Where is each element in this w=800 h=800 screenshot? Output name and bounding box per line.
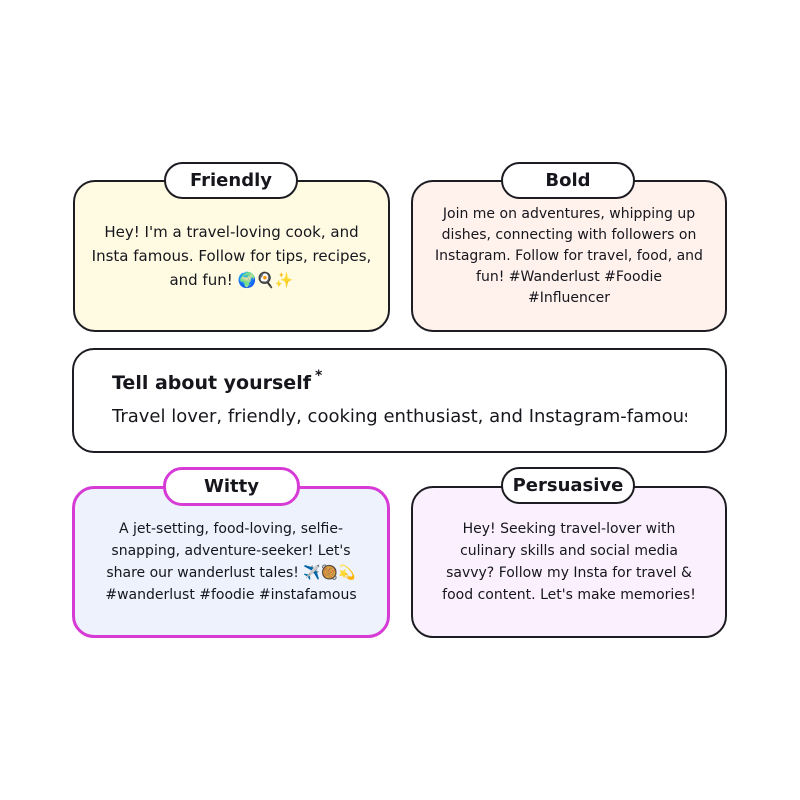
- card-friendly-text: Hey! I'm a travel-loving cook, and Insta famous. Follow for tips, recipes, and fun! 🌍🍳✨: [91, 223, 372, 289]
- tag-bold-label: Bold: [545, 169, 591, 191]
- tag-bold[interactable]: [501, 162, 635, 199]
- card-friendly[interactable]: [73, 180, 390, 332]
- tag-witty[interactable]: [163, 467, 300, 506]
- tag-persuasive[interactable]: [501, 467, 635, 504]
- tag-friendly-label: Friendly: [189, 169, 272, 191]
- tag-persuasive-label: Persuasive: [512, 474, 624, 496]
- about-panel: [72, 348, 727, 453]
- card-persuasive-text: Hey! Seeking travel-lover with culinary skills and social media savvy? Follow my Insta for travel & food content. Let's make memories!: [442, 521, 696, 603]
- tag-friendly[interactable]: [164, 162, 298, 199]
- about-label: [112, 368, 687, 394]
- card-bold-text: Join me on adventures, whipping up dishes, connecting with followers on Instagram. Follow for travel, food, and fun! #Wanderlust #Foodie #Influencer: [435, 205, 703, 306]
- about-label-text: Tell about yourself: [112, 372, 311, 394]
- required-asterisk: *: [314, 368, 323, 384]
- card-witty[interactable]: [72, 486, 390, 638]
- tag-witty-label: Witty: [204, 475, 259, 497]
- card-persuasive[interactable]: [411, 486, 727, 638]
- about-input[interactable]: [112, 406, 687, 427]
- card-witty-text: A jet-setting, food-loving, selfie-snapping, adventure-seeker! Let's share our wanderlust tales! ✈️🥘💫 #wanderlust #foodie #instafamous: [105, 521, 357, 603]
- card-bold[interactable]: [411, 180, 727, 332]
